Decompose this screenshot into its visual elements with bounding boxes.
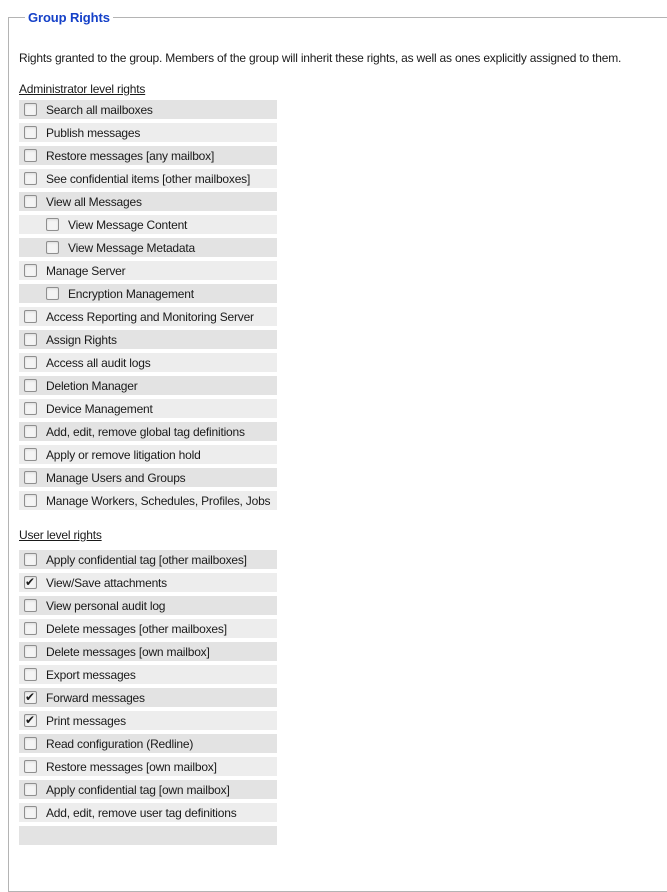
right-label: View/Save attachments (46, 575, 167, 590)
right-label: Assign Rights (46, 332, 117, 347)
checkbox-unchecked[interactable] (24, 333, 37, 346)
right-row[interactable] (19, 573, 277, 592)
checkbox-unchecked[interactable] (24, 425, 37, 438)
right-row[interactable] (19, 330, 277, 349)
right-label: Manage Workers, Schedules, Profiles, Jobs (46, 493, 271, 508)
checkbox-unchecked[interactable] (24, 737, 37, 750)
right-label: See confidential items [other mailboxes] (46, 171, 251, 186)
right-label: View all Messages (46, 194, 142, 209)
right-label: Encryption Management (68, 286, 194, 301)
right-row[interactable] (19, 803, 277, 822)
right-row[interactable] (19, 757, 277, 776)
right-row[interactable] (19, 596, 277, 615)
right-row[interactable] (19, 353, 277, 372)
admin-rights-heading: Administrator level rights (19, 82, 146, 96)
checkbox-unchecked[interactable] (24, 310, 37, 323)
right-row[interactable] (19, 192, 277, 211)
group-rights-fieldset (8, 10, 667, 892)
checkbox-unchecked[interactable] (24, 494, 37, 507)
right-row-partial (19, 826, 277, 845)
right-label: Print messages (46, 713, 126, 728)
right-row[interactable] (19, 215, 277, 234)
checkbox-unchecked[interactable] (24, 149, 37, 162)
checkbox-unchecked[interactable] (24, 172, 37, 185)
right-row[interactable] (19, 550, 277, 569)
right-row[interactable] (19, 238, 277, 257)
right-row[interactable] (19, 399, 277, 418)
checkbox-unchecked[interactable] (46, 241, 59, 254)
right-label: Device Management (46, 401, 153, 416)
right-label: Restore messages [any mailbox] (46, 148, 215, 163)
right-label: View Message Metadata (68, 240, 195, 255)
checkbox-unchecked[interactable] (24, 783, 37, 796)
right-label: Add, edit, remove global tag definitions (46, 424, 245, 439)
group-rights-legend: Group Rights (28, 10, 110, 25)
admin-rights-list (19, 100, 277, 510)
right-label: Access all audit logs (46, 355, 151, 370)
right-row[interactable] (19, 468, 277, 487)
checkbox-unchecked[interactable] (46, 218, 59, 231)
checkbox-checked[interactable] (24, 714, 37, 727)
user-rights-heading: User level rights (19, 528, 102, 542)
right-label: Search all mailboxes (46, 102, 153, 117)
right-row[interactable] (19, 688, 277, 707)
right-label: View Message Content (68, 217, 188, 232)
right-row[interactable] (19, 307, 277, 326)
right-label: Deletion Manager (46, 378, 138, 393)
checkbox-unchecked[interactable] (24, 448, 37, 461)
checkbox-unchecked[interactable] (24, 195, 37, 208)
user-rights-list (19, 550, 277, 845)
right-row[interactable] (19, 376, 277, 395)
admin-rights-section (19, 82, 667, 510)
right-label: Add, edit, remove user tag definitions (46, 805, 237, 820)
right-label: Manage Users and Groups (46, 470, 186, 485)
checkbox-unchecked[interactable] (24, 471, 37, 484)
right-row[interactable] (19, 284, 277, 303)
right-row[interactable] (19, 261, 277, 280)
right-row[interactable] (19, 734, 277, 753)
right-row[interactable] (19, 445, 277, 464)
right-label: Manage Server (46, 263, 126, 278)
right-label: Delete messages [other mailboxes] (46, 621, 227, 636)
checkbox-unchecked[interactable] (24, 760, 37, 773)
checkbox-unchecked[interactable] (24, 264, 37, 277)
right-label: Apply or remove litigation hold (46, 447, 201, 462)
right-label: Read configuration (Redline) (46, 736, 194, 751)
checkbox-unchecked[interactable] (24, 806, 37, 819)
right-label: Restore messages [own mailbox] (46, 759, 217, 774)
right-label: Export messages (46, 667, 136, 682)
checkbox-unchecked[interactable] (24, 379, 37, 392)
checkbox-unchecked[interactable] (24, 645, 37, 658)
checkbox-unchecked[interactable] (24, 356, 37, 369)
right-label: Delete messages [own mailbox] (46, 644, 210, 659)
checkbox-unchecked[interactable] (24, 599, 37, 612)
right-label: Apply confidential tag [own mailbox] (46, 782, 230, 797)
right-row[interactable] (19, 169, 277, 188)
right-row[interactable] (19, 665, 277, 684)
checkbox-unchecked[interactable] (24, 622, 37, 635)
checkbox-unchecked[interactable] (24, 553, 37, 566)
right-label: Publish messages (46, 125, 141, 140)
right-row[interactable] (19, 619, 277, 638)
right-row[interactable] (19, 642, 277, 661)
checkbox-checked[interactable] (24, 576, 37, 589)
checkbox-unchecked[interactable] (24, 126, 37, 139)
right-row[interactable] (19, 123, 277, 142)
checkbox-unchecked[interactable] (46, 287, 59, 300)
right-label: View personal audit log (46, 598, 166, 613)
checkbox-checked[interactable] (24, 691, 37, 704)
right-row[interactable] (19, 491, 277, 510)
group-rights-description: Rights granted to the group. Members of the group will inherit these rights, as well as ones explicitly assigned to them. (19, 51, 622, 65)
right-label: Access Reporting and Monitoring Server (46, 309, 254, 324)
right-label: Apply confidential tag [other mailboxes] (46, 552, 247, 567)
right-label: Forward messages (46, 690, 145, 705)
right-row[interactable] (19, 100, 277, 119)
right-row[interactable] (19, 780, 277, 799)
checkbox-unchecked[interactable] (24, 103, 37, 116)
checkbox-unchecked[interactable] (24, 668, 37, 681)
right-row[interactable] (19, 146, 277, 165)
right-row[interactable] (19, 711, 277, 730)
right-row[interactable] (19, 422, 277, 441)
user-rights-section (19, 528, 667, 845)
checkbox-unchecked[interactable] (24, 402, 37, 415)
